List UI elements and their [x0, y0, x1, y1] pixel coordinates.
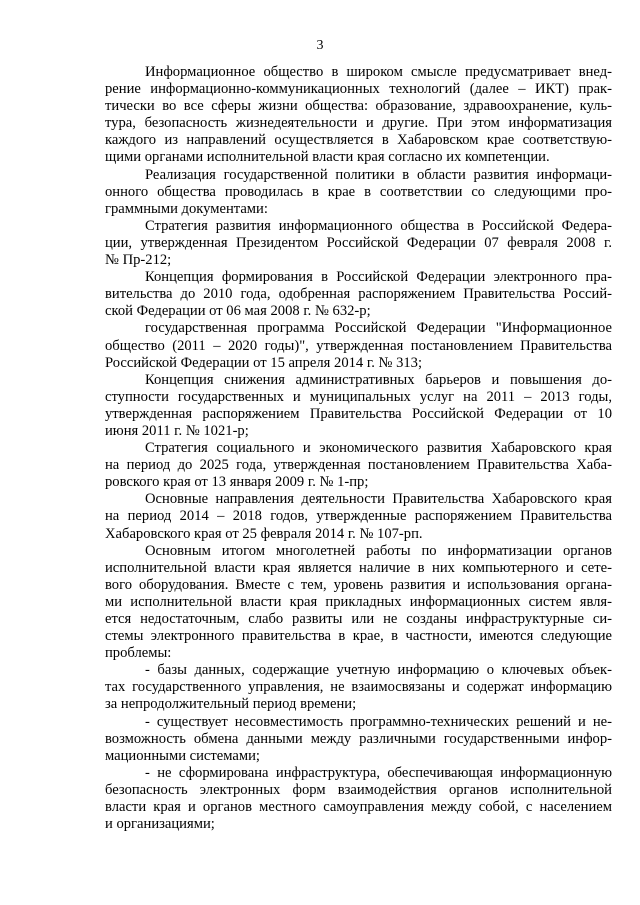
text-line: онного общества проводилась в крае в соответствии со следующими про- [105, 183, 612, 200]
paragraph [105, 167, 612, 218]
text-line: тура, безопасность жизнедеятельности и другие. При этом информатизация [105, 115, 612, 132]
text-line: вительства до 2010 года, одобренная распоряжением Правительства Россий- [105, 286, 612, 303]
paragraph [105, 662, 612, 713]
text-line: и организациями; [105, 816, 215, 833]
text-line: - существует несовместимость программно-технических решений и не- [145, 713, 612, 730]
text-line: тах государственного управления, не взаимосвязаны и содержат информацию [105, 679, 612, 696]
paragraph [105, 218, 612, 269]
text-line: рение информационно-коммуникационных технологий (далее – ИКТ) прак- [105, 81, 612, 98]
paragraph [105, 491, 612, 542]
text-line: каждого из направлений осуществляется в Хабаровском крае соответствую- [105, 132, 612, 149]
text-line: № Пр-212; [105, 252, 172, 269]
page-number: 3 [316, 38, 324, 53]
paragraph [105, 543, 612, 663]
text-line: ции, утвержденная Президентом Российской Федерации 07 февраля 2008 г. [105, 234, 612, 251]
text-line: Концепция снижения административных барьеров и повышения до- [145, 371, 612, 388]
text-line: мационными системами; [105, 747, 260, 764]
text-line: - базы данных, содержащие учетную информацию о ключевых объек- [145, 662, 612, 679]
text-line: - не сформирована инфраструктура, обеспечивающая информационную [145, 764, 612, 781]
text-line: государственная программа Российской Федерации "Информационное [145, 320, 612, 337]
text-line: стемы электронного правительства в крае, в частности, имеются следующие [105, 628, 612, 645]
text-line: Концепция формирования в Российской Федерации электронного пра- [145, 269, 612, 286]
text-line: исполнительной власти края является наличие в них компьютерного и сете- [105, 559, 612, 576]
text-line: Российской Федерации от 15 апреля 2014 г. № 313; [105, 354, 423, 371]
text-line: безопасность электронных форм взаимодействия органов исполнительной [105, 781, 612, 798]
text-line: возможность обмена данными между различными государственными инфор- [105, 730, 612, 747]
text-line: ступности государственных и муниципальных услуг на 2011 – 2013 годы, [105, 388, 612, 405]
paragraph [105, 320, 612, 371]
text-line: общество (2011 – 2020 годы)", утвержденная постановлением Правительства [105, 337, 612, 354]
text-line: проблемы: [105, 645, 172, 662]
text-line: Основные направления деятельности Правительства Хабаровского края [145, 491, 612, 508]
text-line: ской Федерации от 06 мая 2008 г. № 632-р; [105, 303, 371, 320]
text-line: на период 2014 – 2018 годов, утвержденные распоряжением Правительства [105, 508, 612, 525]
text-line: утвержденная распоряжением Правительства Российской Федерации от 10 [105, 405, 612, 422]
text-line: тически во все сферы жизни общества: образование, здравоохранение, куль- [105, 98, 612, 115]
paragraph [105, 269, 612, 320]
paragraph [105, 714, 612, 765]
text-line: щими органами исполнительной власти края согласно их компетенции. [105, 149, 550, 166]
paragraph [105, 64, 612, 167]
text-line: власти края и органов местного самоуправления между собой, с населением [105, 799, 612, 816]
text-line: граммными документами: [105, 200, 268, 217]
paragraph [105, 372, 612, 440]
text-line: Стратегия социального и экономического развития Хабаровского края [145, 440, 612, 457]
paragraph [105, 765, 612, 833]
text-line: ровского края от 13 января 2009 г. № 1-пр; [105, 474, 369, 491]
document-body [105, 64, 612, 833]
text-line: вого оборудования. Вместе с тем, уровень развития и использования органа- [105, 576, 612, 593]
text-line: ется недостаточным, слабо развиты или не созданы инфраструктурные си- [105, 611, 612, 627]
text-line: Стратегия развития информационного общества в Российской Федера- [145, 217, 612, 234]
text-line: на период до 2025 года, утвержденная постановлением Правительства Хаба- [105, 457, 612, 474]
text-line: Хабаровского края от 25 февраля 2014 г. № 107-рп. [105, 525, 423, 542]
text-line: Основным итогом многолетней работы по информатизации органов [145, 542, 612, 559]
text-line: Реализация государственной политики в области развития информаци- [145, 166, 612, 183]
text-line: Информационное общество в широком смысле предусматривает внед- [145, 64, 612, 80]
text-line: июня 2011 г. № 1021-р; [105, 422, 249, 439]
text-line: ми исполнительной власти края прикладных информационных систем явля- [105, 593, 612, 610]
text-line: за непродолжительный период времени; [105, 696, 357, 713]
paragraph [105, 440, 612, 491]
